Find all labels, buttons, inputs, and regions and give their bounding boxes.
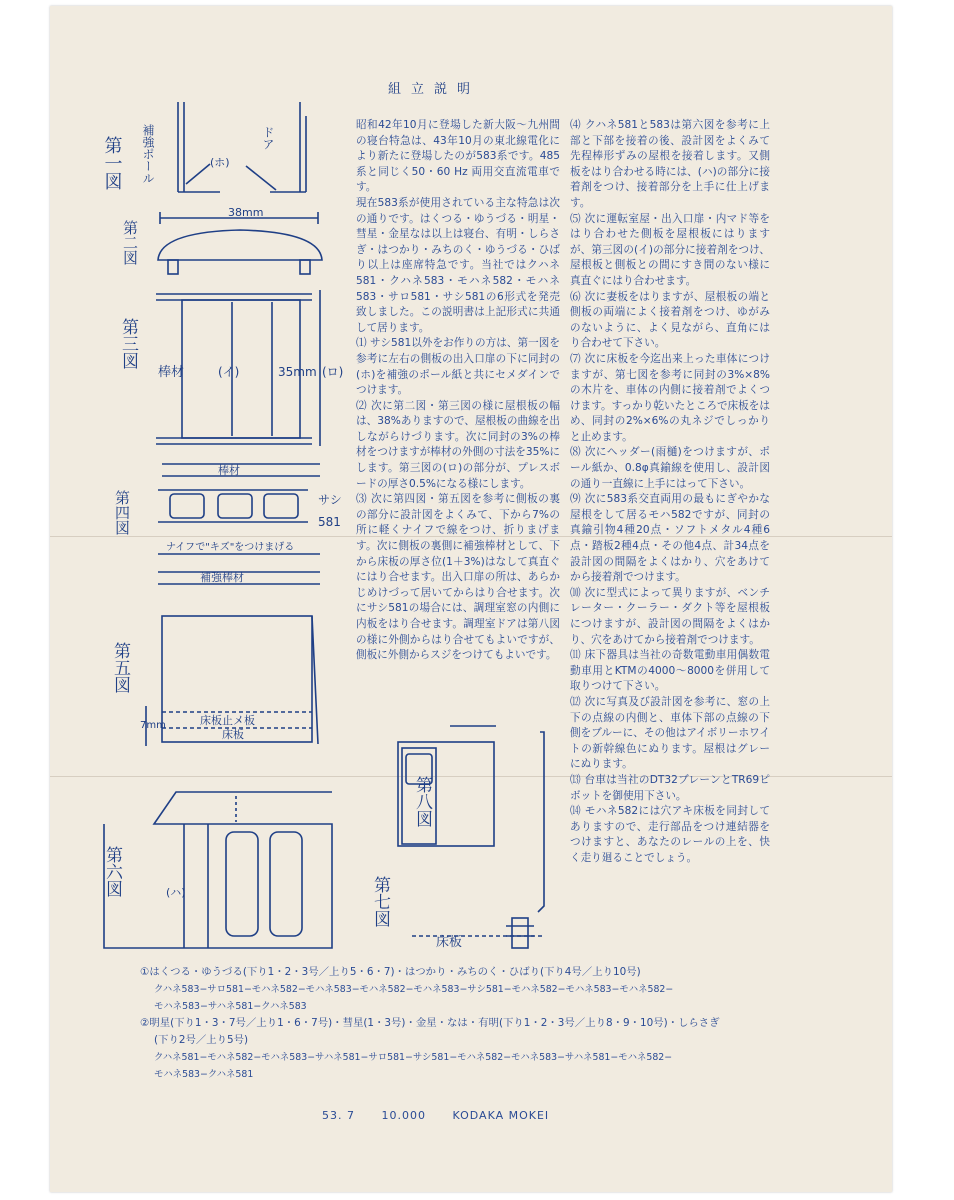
bozai2-label: 棒材 (218, 464, 240, 477)
fig5-drawing (140, 616, 318, 746)
paragraph: ⑵ 次に第二図・第三図の様に屋根板の幅は、38%ありますので、屋根板の曲線を出しながらけづります。次に同封の3%の棒材をつけますが棒材の外側の寸法を35%にします。第三図の(ロ)の部分が、プレスボードの厚さ0.5%になる様にします。 (356, 399, 560, 490)
paragraph: ⒀ 台車は当社のDT32ブレーンとTR69ピボットを御使用下さい。 (570, 773, 770, 802)
fig4-drawing (158, 463, 342, 584)
fig1-label: 第一図 (101, 136, 123, 190)
fig4-label: 第四図 (113, 490, 131, 535)
paragraph: ⑺ 次に床板を今迄出来上った車体につけますが、第七図を参考に同封の3%×8%の木片を、車体の内側に接着剤でよくつけます。すっかり乾いたところで床板をはめ、同封の2%×6%の丸ネジでしっかりと止めます。 (570, 352, 770, 443)
footer-count: 10.000 (381, 1109, 426, 1122)
paragraph: ⑾ 床下器具は当社の奇数電動車用偶数電動車用とKTMの4000〜8000を併用して取りつけて下さい。 (570, 649, 770, 693)
paragraph: ⑹ 次に妻板をはりますが、屋根板の端と側板の両端によく接着剤をつけ、ゆがみのないように、よく見ながら、直角にはり合わせて下さい。 (570, 290, 770, 350)
fig7-label: 第七図 (370, 876, 390, 927)
footer-company: KODAKA MOKEI (452, 1109, 550, 1122)
fig6-drawing (104, 792, 332, 948)
formation-1-head: ①はくつる・ゆうづる(下り1・2・3号／上り5・6・7)・はつかり・みちのく・ひばり(下り4号／上り10号) (140, 966, 641, 978)
door-label: ドア (261, 126, 275, 150)
paragraph: ⑼ 次に583系交直両用の最もにぎやかな屋根をして居るモハ582ですが、同封の真鍮引物4種20点・ソフトメタル4種6点・踏板2種4点・その他4点、計34点を設計図の間隔をよくはかり、穴をあけてから接着剤でつけます。 (570, 493, 770, 584)
bozai-label: 棒材 (158, 365, 185, 380)
yukaita-label: 床板 (222, 728, 244, 741)
paragraph: ⑷ クハネ581と583は第六図を参考に上部と下部を接着の後、設計図をよくみて先程棒形ずみの屋根を接着します。又側板をはり合わせる時には、(ハ)の部分に接着剤をつけ、接着部分を上手に仕上げます。 (570, 119, 770, 209)
h35-label: 35mm (278, 365, 317, 379)
ro-label: (ロ) (322, 365, 344, 379)
width-38-label: 38mm (228, 206, 264, 219)
formation-2-head-cont: (下り2号／上り5号) (154, 1034, 249, 1046)
fig8-label: 第八図 (412, 776, 432, 827)
paragraph: ⑻ 次にヘッダー(雨樋)をつけますが、ポール紙か、0.8φ真鍮線を使用し、設計図の通り一直線に上手にはって下さい。 (570, 446, 770, 490)
formation-1-line: クハネ583−サロ581−モハネ582−モハネ583−モハネ582−モハネ583−サシ581−モハネ582−モハネ583−モハネ582− (154, 984, 674, 995)
knife-note-label: ナイフで"キズ"をつけまげる (166, 542, 295, 553)
fig3-label: 第三図 (118, 318, 138, 369)
instruction-sheet (50, 6, 892, 1192)
fig2-drawing (158, 206, 322, 274)
fig2-label: 第二図 (121, 220, 139, 265)
instructions-column-1 (356, 118, 560, 664)
formation-1-line: モハネ583−サハネ581−クハネ583 (154, 1001, 307, 1012)
formation-2-line: クハネ581−モハネ582−モハネ583−サハネ581−サロ581−サシ581−モハネ582−モハネ583−サハネ581−モハネ582− (154, 1052, 673, 1063)
i-label: (イ) (218, 365, 240, 379)
fig6-label: 第六図 (102, 846, 122, 897)
hokyo-pole-label: 補強ポール (141, 124, 155, 184)
page-title: 組立説明 (388, 82, 481, 97)
ho-label: (ホ) (210, 156, 230, 169)
paragraph: ⒁ モハネ582には穴アキ床板を同封してありますので、走行部品をつけ連結器をつけますと、あなたのレールの上を、快く走り廻ることでしょう。 (570, 805, 770, 864)
paragraph: ⑸ 次に運転室屋・出入口扉・内マド等をはり合わせた側板を屋根板にはりますが、第三図の(イ)の部分に接着剤をつけ、屋根板と側板との間にすき間のない様に真直ぐにはり合わせます。 (570, 212, 770, 287)
ha-label: (ハ) (166, 886, 186, 899)
fig1-drawing (141, 102, 306, 192)
fig3-drawing (156, 290, 343, 446)
paragraph: ⑽ 次に型式によって異りますが、ベンチレーター・クーラー・ダクト等を屋根板につけますが、設計図の間隔をよくはかり、穴をあけてから接着剤でつけます。 (570, 586, 770, 646)
paragraph: ⑿ 次に写真及び設計図を参考に、窓の上下の点線の内側と、車体下部の点線の下側をブルーに、その他はアイボリーホワイトの新幹線色にぬります。屋根はグレーにぬります。 (570, 695, 770, 771)
hokyo-bozai-label: 補強棒材 (200, 571, 244, 584)
yukaita-stop-label: 床板止メ板 (200, 714, 255, 727)
footer (322, 1109, 571, 1122)
yukaita7-label: 床板 (436, 935, 463, 950)
instructions-column-2 (570, 118, 770, 867)
paragraph: ⑶ 次に第四図・第五図を参考に側板の裏の部分に設計図をよくみて、下から7%の所に軽くナイフで線をつけ、折りまげます。次に側板の裏側に補強棒材として、下から床板の厚さ位(1＋3%)はなして真直ぐにはり合せます。出入口扉の所は、あらかじめけづって居いてからはり合せます。次にサシ581の場合には、調理室窓の内側に内板をはり合せます。調理室ドアは第八図の様に外側からはり合せてもよいですが、側板に外側からスジをつけてもよいです。 (356, 493, 560, 662)
sashi-label: サシ (318, 493, 342, 507)
fig5-label: 第五図 (110, 642, 130, 693)
formation-2-line: モハネ583−クハネ581 (154, 1069, 254, 1080)
train-formations (140, 964, 800, 1083)
seven-mm-label: 7mm (140, 720, 166, 731)
paragraph: 昭和42年10月に登場した新大阪〜九州間の寝台特急は、43年10月の東北線電化により新たに登場したのが583系です。485系と同じく50・60 Hz 両用交直流電車です。 (356, 119, 560, 194)
footer-date: 53. 7 (322, 1109, 355, 1122)
paragraph: ⑴ サシ581以外をお作りの方は、第一図を参考に左右の側板の出入口扉の下に同封の(ホ)を補強のポール紙と共にセメダインでつけます。 (356, 337, 560, 397)
formation-2-head: ②明星(下り1・3・7号／上り1・6・7号)・彗星(1・3号)・金星・なは・有明(下り1・2・3号／上り8・9・10号)・しらさぎ (140, 1017, 720, 1029)
fig7-drawing (412, 918, 542, 950)
sashi-num-label: 581 (318, 515, 341, 529)
paragraph: 現在583系が使用されている主な特急は次の通りです。はくつる・ゆうづる・明星・彗星・金星なは以上は寝台、有明・しらさぎ・はつかり・みちのく・ゆうづる・ひばり以上は座席特急です。当社ではクハネ581・クハネ583・モハネ582・モハネ583・サロ581・サシ581の6形式を発売致しました。この説明書は上記形式に共通して居ります。 (356, 196, 560, 334)
